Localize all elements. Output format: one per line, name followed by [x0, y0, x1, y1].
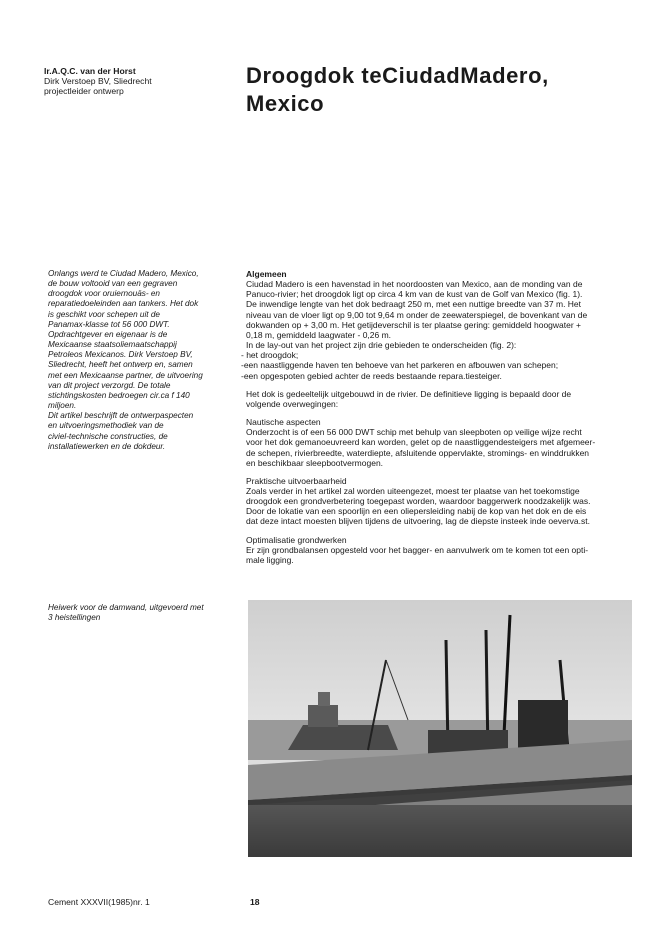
page-number: 18	[250, 897, 260, 907]
abstract-line: Mexicaanse staatsoliemaatschappij	[48, 340, 177, 350]
abstract-line: reparatiedoeleinden aan tankers. Het dok	[48, 299, 199, 309]
abstract-line: Panamax-klasse tot 56 000 DWT.	[48, 319, 170, 329]
list-item: - het droogdok;	[241, 350, 299, 361]
abstract-line: civiel-technische constructies, de	[48, 431, 168, 441]
body-line: 0,18 m, gemiddeld laagwater - 0,26 m.	[246, 329, 392, 340]
abstract	[48, 269, 238, 452]
author-role: projectleider ontwerp	[44, 86, 124, 97]
abstract-line: miljoen.	[48, 401, 77, 411]
body-line: niveau van de vloer ligt op 9,00 tot 9,64 m onder de zeewaterspiegel, de bovenkant van de	[246, 309, 588, 320]
abstract-line: de bouw voltooid van een gegraven	[48, 279, 178, 289]
author-name: Ir.A.Q.C. van der Horst	[44, 66, 136, 76]
abstract-line: Petroleos Mexicanos. Dirk Verstoep BV,	[48, 350, 193, 360]
body-line: Er zijn grondbalansen opgesteld voor het bagger- en aanvulwerk om te komen tot een opti-	[246, 544, 589, 555]
section-heading-nautisch: Nautische aspecten	[246, 417, 321, 428]
abstract-line: is geschikt voor schepen uit de	[48, 309, 160, 319]
list-item: -een naastliggende haven ten behoeve van het parkeren en afbouwen van schepen;	[241, 360, 559, 371]
body-line: dat deze intact moesten blijven tijdens de uitvoering, lag de diepste insteek inde oeverva.st.	[246, 516, 590, 527]
body-line: Onderzocht is of een 56 000 DWT schip met behulp van sleepboten op veilige wijze recht	[246, 427, 582, 438]
article-body	[241, 269, 631, 565]
body-line: male ligging.	[246, 554, 294, 565]
journal-reference: Cement XXXVII(1985)nr. 1	[48, 897, 150, 907]
abstract-line: Dit artikel beschrijft de ontwerpaspecten	[48, 411, 194, 421]
author-affiliation: Dirk Verstoep BV, Sliedrecht	[44, 76, 152, 87]
author-block	[44, 66, 152, 97]
body-line: Panuco-rivier; het droogdok ligt op circa 4 km van de kust van de Golf van Mexico (fig. 1).	[246, 289, 583, 300]
section-heading-optimalisatie: Optimalisatie grondwerken	[246, 534, 347, 545]
body-line: volgende overwegingen:	[246, 398, 339, 409]
abstract-line: met een Mexicaanse partner, de uitvoering	[48, 370, 203, 380]
abstract-line: Sliedrecht, heeft het ontwerp en, samen	[48, 360, 193, 370]
abstract-line: Opdrachtgever en eigenaar is de	[48, 329, 168, 339]
body-line: In de lay-out van het project zijn drie gebieden te onderscheiden (fig. 2):	[246, 340, 517, 351]
list-item: -een opgespoten gebied achter de reeds bestaande repara.tiesteiger.	[241, 370, 502, 381]
body-line: droogdok een grondverbetering toegepast worden, waardoor baggerwerk noodzakelijk was.	[246, 496, 591, 507]
section-heading-algemeen: Algemeen	[246, 269, 287, 279]
body-line: voor het dok gemanoeuvreerd kan worden, gelet op de naastliggendesteigers met afgemeer-	[246, 437, 596, 448]
abstract-line: Onlangs werd te Ciudad Madero, Mexico,	[48, 269, 199, 278]
abstract-line: stichtingskosten bedroegen cir.ca f 140	[48, 390, 190, 400]
body-line: Zoals verder in het artikel zal worden uiteengezet, moest ter plaatse van het toekomstige	[246, 485, 580, 496]
photo-drawing	[248, 600, 632, 857]
abstract-line: en uitvoeringsmethodiek van de	[48, 421, 164, 431]
caption-line: 3 heistellingen	[48, 613, 101, 623]
body-line: Het dok is gedeeltelijk uitgebouwd in de rivier. De definitieve ligging is bepaald door de	[246, 388, 572, 399]
body-line: dokwanden op + 3,00 m. Het getijdeverschil is ter plaatse gering: gemiddeld hoogwater +	[246, 319, 582, 330]
body-line: De inwendige lengte van het dok bedraagt 250 m, met een nuttige breedte van 37 m. Het	[246, 299, 582, 310]
construction-photo	[248, 600, 632, 857]
title-line: Mexico	[246, 91, 325, 116]
body-line: de schepen, rivierbreedte, waterdiepte, afsluitende oppervlakte, stromings- en winddrukken	[246, 447, 590, 458]
abstract-line: installatiewerken en de dokdeur.	[48, 441, 166, 451]
caption-line: Heiwerk voor de damwand, uitgevoerd met	[48, 603, 204, 612]
body-line: Ciudad Madero is een havenstad in het noordoosten van Mexico, aan de monding van de	[246, 279, 583, 290]
title-line: Droogdok teCiudadMadero,	[246, 63, 549, 88]
abstract-line: droogdok voor oruiernouäs- en	[48, 289, 160, 299]
body-line: Door de lokatie van een spoorlijn en een oliepersleiding nabij de kop van het dok en de eis	[246, 506, 587, 517]
abstract-line: van dit project verzorgd. De totale	[48, 380, 171, 390]
figure-caption	[48, 603, 248, 623]
article-title	[246, 62, 549, 118]
body-line: en beschikbaar sleepbootvermogen.	[246, 457, 384, 468]
section-heading-praktisch: Praktische uitvoerbaarheid	[246, 475, 347, 486]
